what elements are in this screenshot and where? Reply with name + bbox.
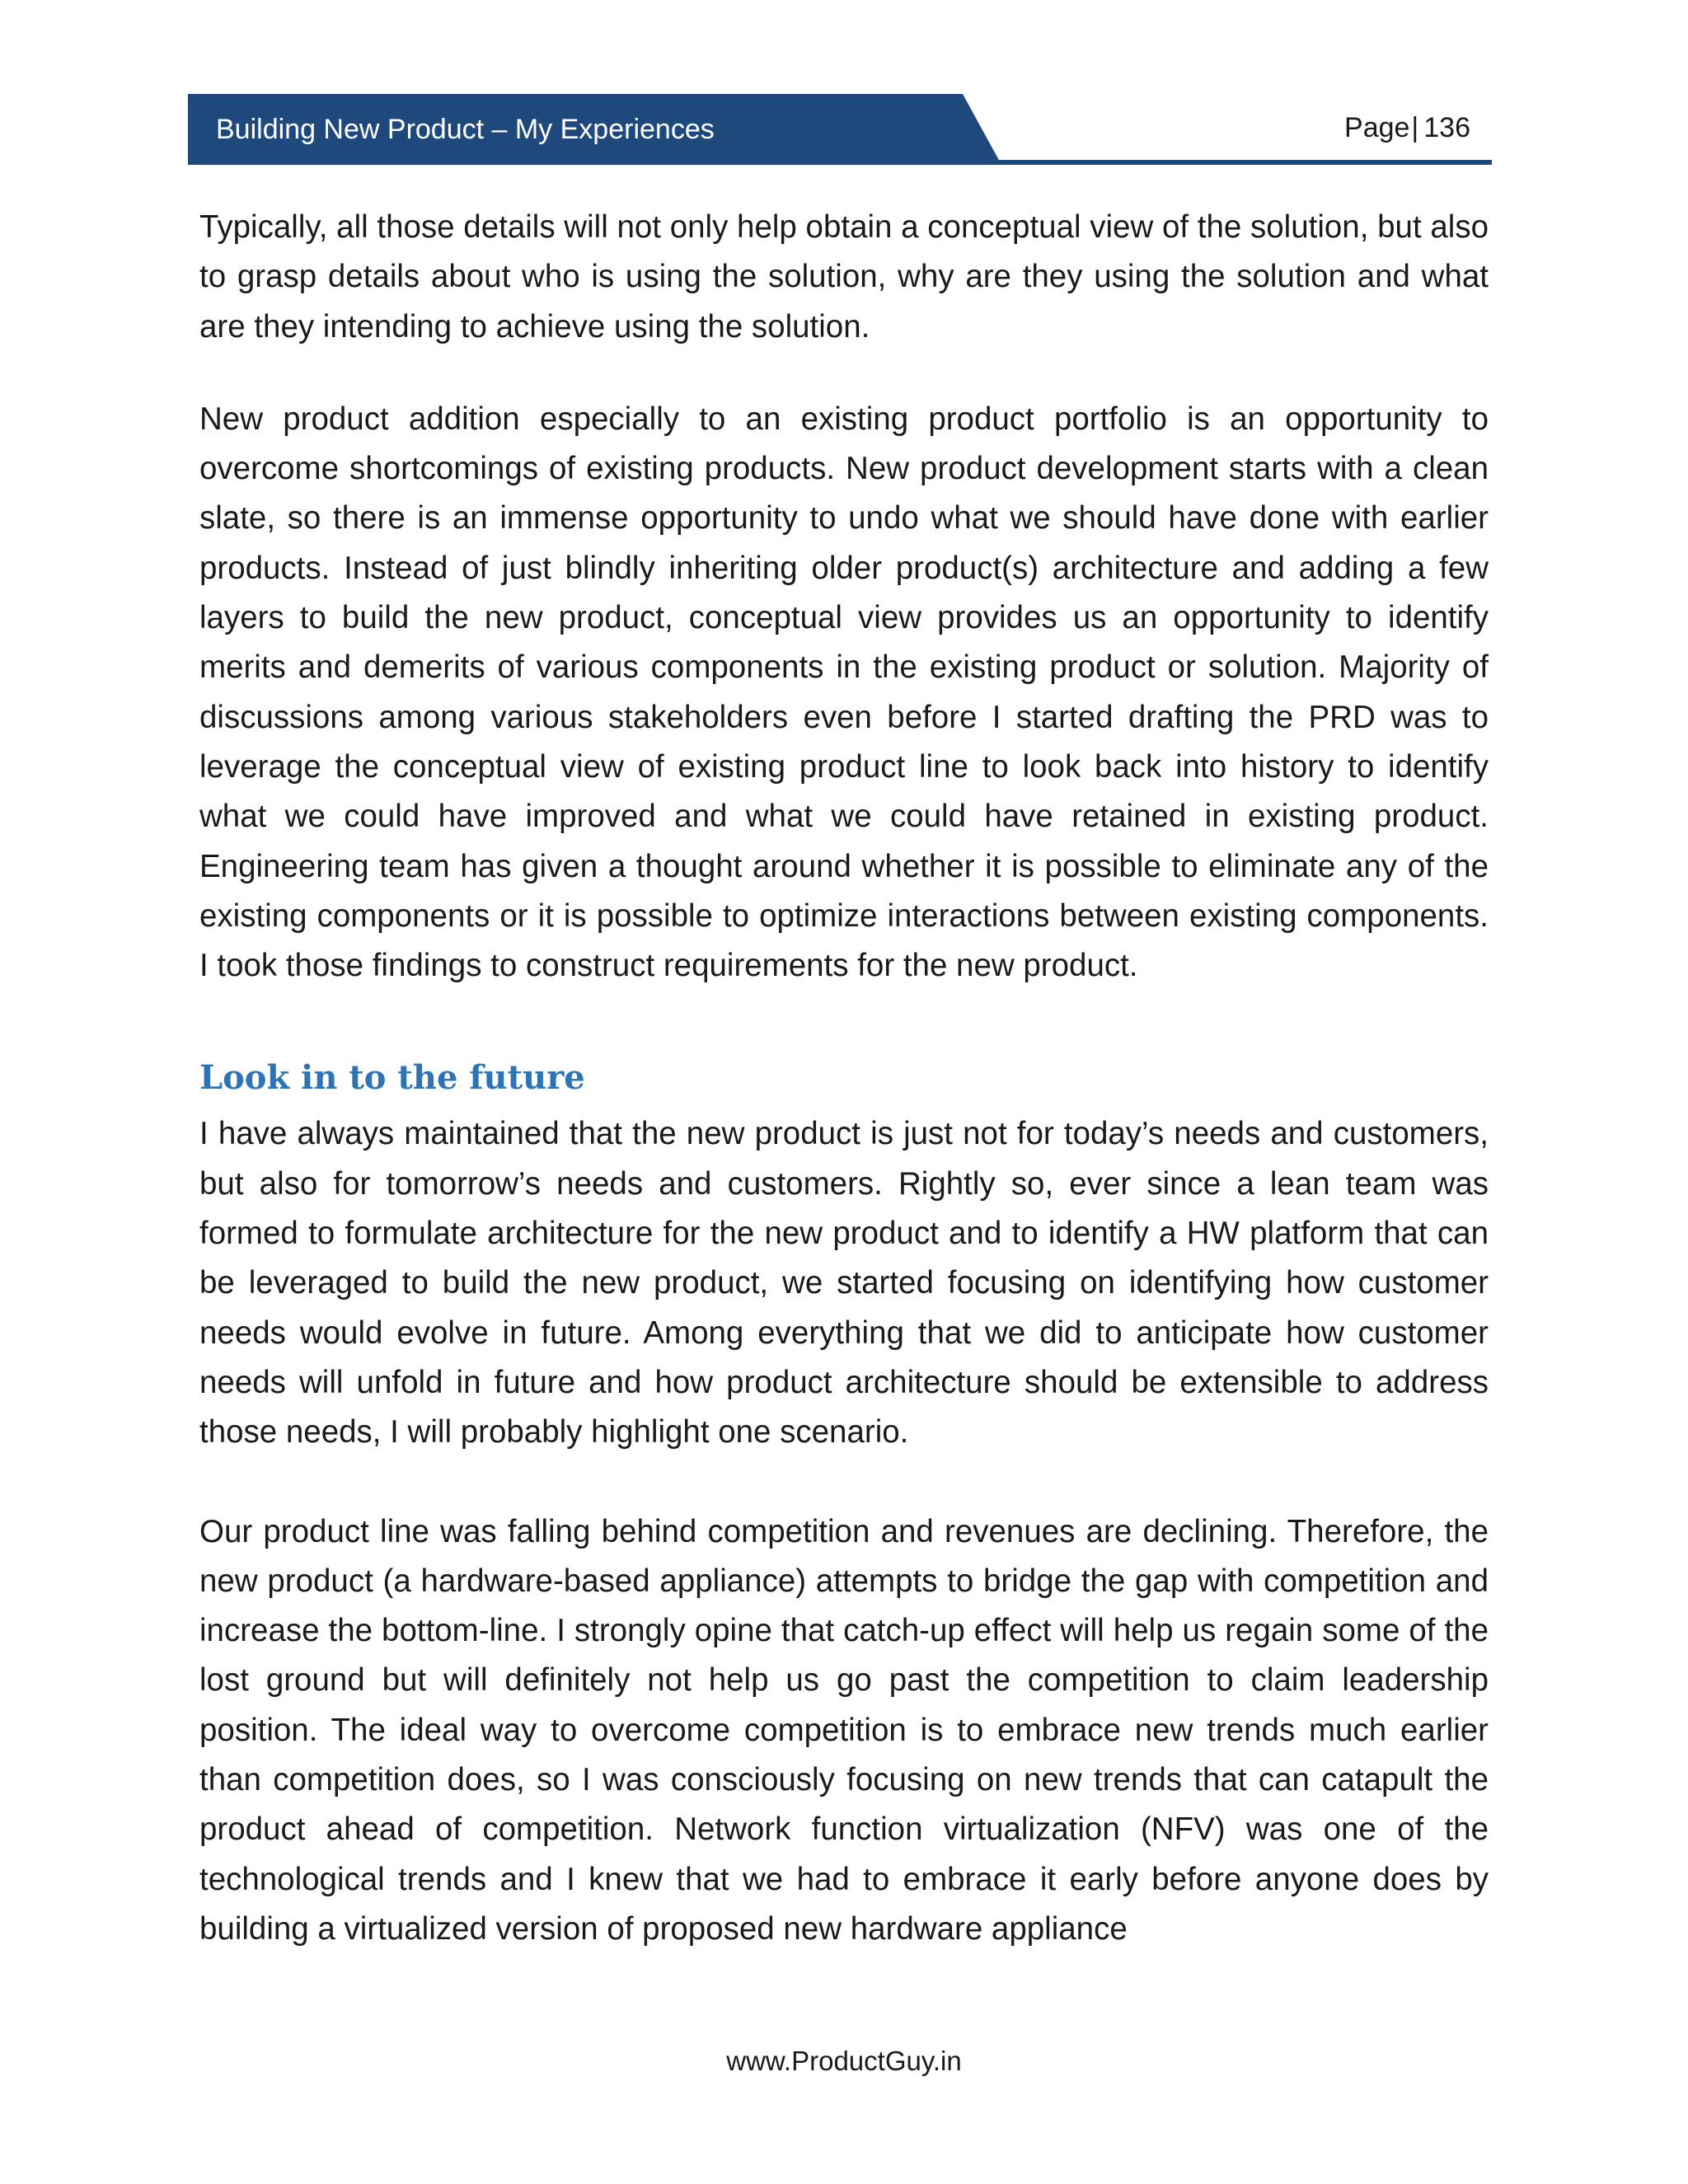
page-number-label [1344,112,1470,144]
page-separator: | [1411,112,1419,143]
page-header [188,94,1492,168]
body-paragraph: I have always maintained that the new product is just not for today’s needs and customers, but also for tomorrow’s needs and customers. Rightly so, ever since a lean team was formed to formulate architecture for the new product and to identify a HW platform that can be leveraged to build the new product, we started focusing on identifying how customer needs would evolve in future. Among everything that we did to anticipate how customer needs will unfold in future and how product architecture should be extensible to address those needs, I will probably highlight one scenario. [199,1116,1489,1451]
page-number: 136 [1423,112,1470,143]
page-label-text: Page [1344,112,1410,143]
body-paragraph: Typically, all those details will not only help obtain a conceptual view of the solution, but also to grasp details about who is using the solution, why are they using the solution and what are they intending to achieve using the solution. [199,209,1489,344]
page-body [199,203,1489,1954]
document-title: Building New Product – My Experiences [216,114,715,145]
body-paragraph: Our product line was falling behind competition and revenues are declining. Therefore, the new product (a hardware-based appliance) attempts to bridge the gap with competition and increase the bottom-line. I strongly opine that catch-up effect will help us regain some of the lost ground but will definitely not help us go past the competition to claim leadership position. The ideal way to overcome competition is to embrace new trends much earlier than competition does, so I was consciously focusing on new trends that can catapult the product ahead of competition. Network function virtualization (NFV) was one of the technological trends and I knew that we had to embrace it early before anyone does by building a virtualized version of proposed new hardware appliance [199,1513,1489,1947]
body-paragraph: New product addition especially to an existing product portfolio is an opportunity to overcome shortcomings of existing products. New product development starts with a clean slate, so there is an immense opportunity to undo what we should have done with earlier products. Instead of just blindly inheriting older product(s) architecture and adding a few layers to build the new product, conceptual view provides us an opportunity to identify merits and demerits of various components in the existing product or solution. Majority of discussions among various stakeholders even before I started drafting the PRD was to leverage the conceptual view of existing product line to look back into history to identify what we could have improved and what we could have retained in existing product. Engineering team has given a thought around whether it is possible to eliminate any of the existing components or it is possible to optimize interactions between existing components. I took those findings to construct requirements for the new product. [199,401,1489,984]
page-footer-website: www.ProductGuy.in [726,2046,962,2076]
header-rule [188,160,1492,165]
section-heading: Look in to the future [199,1058,585,1098]
